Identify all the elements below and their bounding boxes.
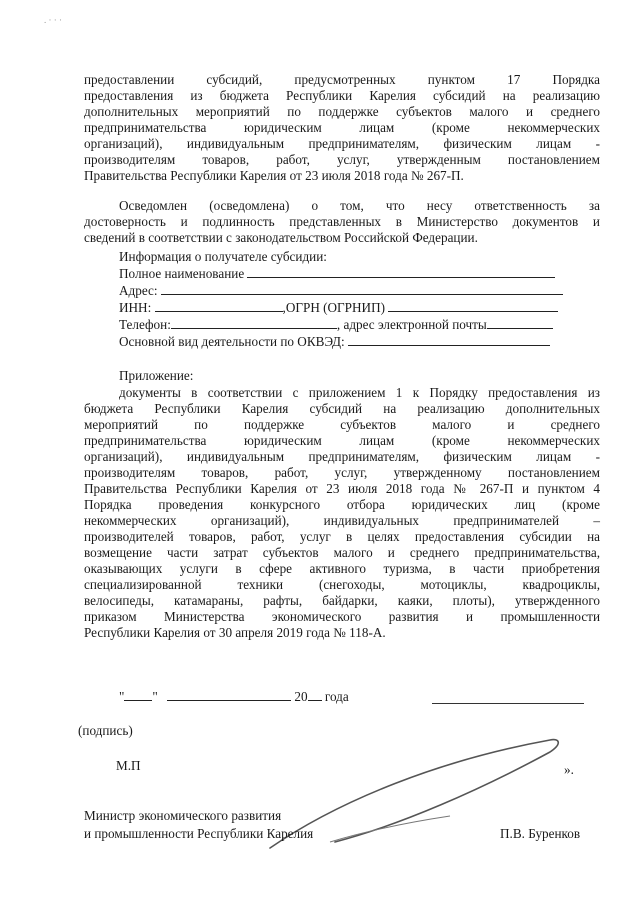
full-name-row	[119, 265, 555, 282]
text-line: дополнительных мероприятий по поддержке субъектов малого и среднего	[84, 104, 600, 119]
closing-quote: ».	[564, 762, 574, 777]
text-line: Порядка проведения конкурсного отбора юридических лиц (кроме	[84, 497, 600, 512]
text-line: некоммерческих организаций), индивидуальных предпринимателей –	[84, 513, 600, 528]
recipient-info-heading: Информация о получателе субсидии:	[119, 249, 327, 264]
date-quote-close: "	[152, 689, 158, 704]
text-line: организаций), индивидуальным предпринимателям, физическим лицам -	[84, 449, 600, 464]
address-label: Адрес:	[119, 283, 158, 298]
date-quote-open: "	[119, 689, 125, 704]
day-field[interactable]	[124, 688, 152, 701]
text-line: приказом Министерства экономического развития и промышленности	[84, 609, 600, 624]
okved-label: Основной вид деятельности по ОКВЭД:	[119, 334, 345, 349]
text-line: Осведомлен (осведомлена) о том, что несу ответственность за	[119, 198, 600, 213]
minister-name: П.В. Буренков	[500, 826, 581, 841]
text-line: предоставления из бюджета Республики Карелия субсидий на реализацию	[84, 88, 600, 103]
signature-label: (подпись)	[78, 723, 133, 738]
full-name-label: Полное наименование	[119, 266, 245, 281]
email-field[interactable]	[487, 316, 553, 329]
phone-email-row	[119, 316, 553, 333]
okved-row	[119, 333, 550, 350]
year-prefix: 20	[294, 689, 308, 704]
text-line: оказывающих услуги в сфере активного туризма, в части приобретения	[84, 561, 600, 576]
phone-label: Телефон:	[119, 317, 171, 332]
inn-ogrn-row	[119, 299, 558, 316]
text-line: бюджета Республики Карелия субсидий на реализацию дополнительных	[84, 401, 600, 416]
text-line: производителям товаров, работ, услуг, утвержденным постановлением	[84, 152, 600, 167]
text-line: Республики Карелия от 30 апреля 2019 года № 118-А.	[84, 625, 386, 640]
text-line: производителям товаров, работ, услуг, утвержденному постановлением	[84, 465, 600, 480]
address-row	[119, 282, 563, 299]
text-line: предпринимательства юридическим лицам (кроме некоммерческих	[84, 120, 600, 135]
minister-title-line: Министр экономического развития	[84, 808, 282, 823]
text-line: сведений в соответствии с законодательством Российской Федерации.	[84, 230, 478, 245]
phone-field[interactable]	[171, 316, 337, 329]
year-field[interactable]	[308, 688, 322, 701]
email-label: , адрес электронной почты	[336, 317, 487, 332]
inn-field[interactable]	[155, 299, 283, 312]
text-line: Правительства Республики Карелия от 23 июля 2018 года № 267-П.	[84, 168, 464, 183]
text-line: достоверность и подлинность представленных в Министерство документов и	[84, 214, 600, 229]
address-field[interactable]	[161, 282, 563, 295]
appendix-heading: Приложение:	[119, 368, 194, 383]
date-row	[119, 688, 349, 705]
ogrn-label: ,ОГРН (ОГРНИП)	[282, 300, 385, 315]
year-suffix: года	[321, 689, 349, 704]
text-line: организаций), индивидуальным предпринимателям, физическим лицам -	[84, 136, 600, 151]
text-line: Правительства Республики Карелия от 23 июля 2018 года № 267-П и пунктом 4	[84, 481, 600, 496]
text-line: возмещение части затрат субъектов малого и среднего предпринимательства,	[84, 545, 600, 560]
month-field[interactable]	[167, 688, 291, 701]
text-line: документы в соответствии с приложением 1 к Порядку предоставления из	[119, 385, 600, 400]
stamp-label: М.П	[116, 758, 141, 773]
text-line: производителей товаров, работ, услуг в целях предоставления субсидии на	[84, 529, 600, 544]
okved-field[interactable]	[348, 333, 550, 346]
text-line: предпринимательства юридическим лицам (кроме некоммерческих	[84, 433, 600, 448]
text-line: велосипеды, катамараны, рафты, байдарки, каяки, плоты), утвержденного	[84, 593, 600, 608]
scan-marks: . · · ·	[44, 15, 62, 25]
text-line: специализированной техники (снегоходы, мотоциклы, квадроциклы,	[84, 577, 600, 592]
inn-label: ИНН:	[119, 300, 152, 315]
signature-line[interactable]	[432, 703, 584, 704]
text-line: предоставлении субсидий, предусмотренных пунктом 17 Порядка	[84, 72, 600, 87]
full-name-field[interactable]	[247, 265, 555, 278]
ogrn-field[interactable]	[388, 299, 558, 312]
minister-title-line: и промышленности Республики Карелия	[84, 826, 314, 841]
text-line: мероприятий по поддержке субъектов малого и среднего	[84, 417, 600, 432]
